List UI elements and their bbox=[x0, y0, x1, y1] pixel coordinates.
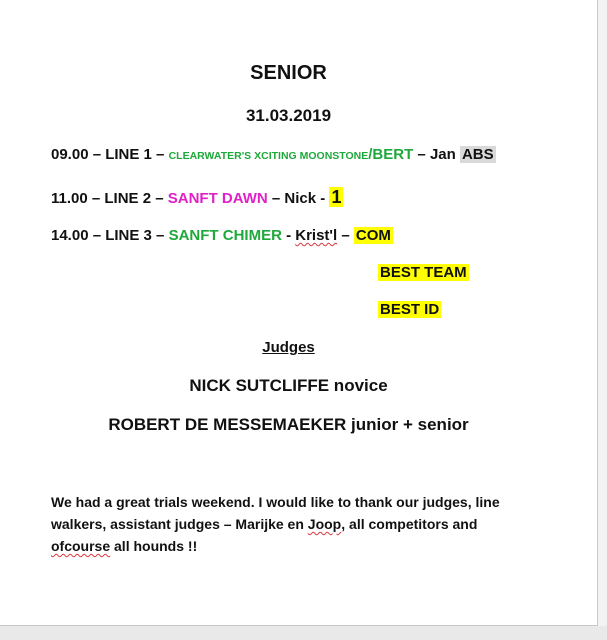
misspelled-ofcourse: ofcourse bbox=[51, 538, 111, 554]
line-2-entry bbox=[51, 187, 343, 208]
judge-2: ROBERT DE MESSEMAEKER junior + senior bbox=[108, 415, 469, 434]
award-best-team: BEST TEAM bbox=[380, 264, 467, 281]
closing-paragraph: We had a great trials weekend. I would like to thank our judges, line walkers, assistant judges – Marijke en Joop, all competitors and ofcourse all hounds !! bbox=[51, 494, 500, 554]
line-2-handler: – Nick - bbox=[267, 190, 330, 207]
line-1-entry bbox=[51, 146, 496, 163]
line-3-prefix: 14.00 – LINE 3 – bbox=[51, 227, 169, 244]
judge-1: NICK SUTCLIFFE novice bbox=[189, 376, 388, 395]
event-date: 31.03.2019 bbox=[245, 106, 332, 125]
line-1-handler: – Jan bbox=[413, 146, 460, 163]
line-1-dog-call-name: /BERT bbox=[368, 146, 414, 163]
line-3-dog-name: SANFT CHIMER bbox=[168, 227, 282, 244]
judges-heading: Judges bbox=[262, 339, 315, 356]
status-bar bbox=[0, 626, 607, 640]
line-2-dog-name: SANFT DAWN bbox=[167, 190, 268, 207]
line-2-result: 1 bbox=[331, 187, 342, 207]
line-3-entry bbox=[51, 227, 393, 244]
line-1-prefix: 09.00 – LINE 1 – bbox=[51, 146, 169, 163]
line-2-prefix: 11.00 – LINE 2 – bbox=[51, 190, 168, 207]
line-3-handler-post: – bbox=[337, 227, 354, 244]
misspelled-joop: Joop bbox=[307, 516, 342, 532]
scroll-gutter[interactable] bbox=[598, 0, 607, 626]
line-3-handler-pre: - bbox=[281, 227, 296, 244]
line-1-result: ABS bbox=[461, 146, 494, 163]
line-3-handler: Krist'l bbox=[295, 227, 338, 244]
page-heading: SENIOR bbox=[250, 62, 327, 84]
line-3-result: COM bbox=[355, 227, 391, 244]
award-best-id: BEST ID bbox=[380, 301, 440, 318]
line-1-dog-name: CLEARWATER'S XCITING MOONSTONE bbox=[168, 150, 369, 162]
